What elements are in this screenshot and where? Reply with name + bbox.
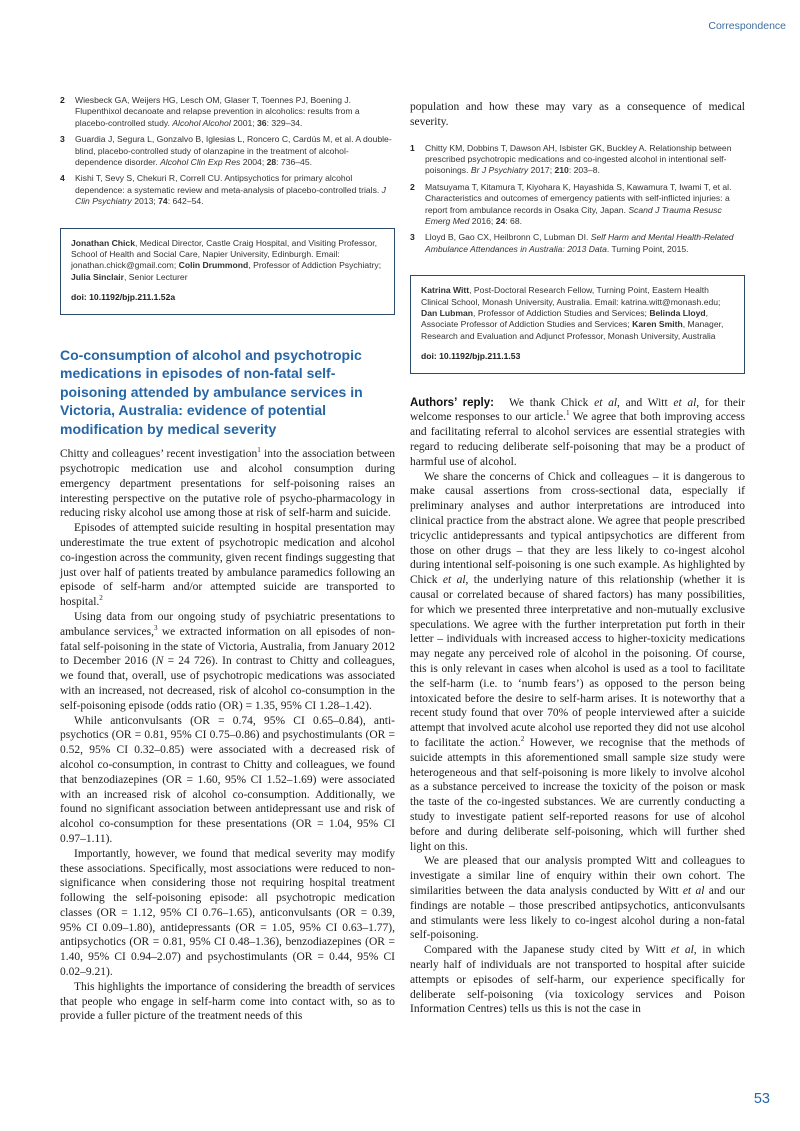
author-credit-box [60,228,395,315]
doi-line: doi: 10.1192/bjp.211.1.52a [71,292,176,303]
body-paragraph: Importantly, however, we found that medical severity may modify these associations. Specifically, most associations were reduced to non-significance when considering those not requiring hospital treatment following the self-poisoning episode: all psychotropic medication classes (OR = 1.12, 95% CI 0.76–1.65), anticonvulsants (OR = 0.39, 95% CI 0.09–1.80), antidepressants (OR = 1.05, 95% CI 0.63–1.77), antipsychotics (OR = 0.81, 95% CI 0.48–1.36), benzodiazepines (OR = 1.40, 95% CI 0.94–2.07) and psychostimulants (OR = 0.44, 95% CI 0.02–9.21). [60,847,395,979]
author-credit-text: Katrina Witt, Post-Doctoral Research Fellow, Turning Point, Eastern Health Clinical School, Monash University, Australia. Email: katrina.witt@monash.edu; Dan Lubman, Professor of Addiction Studies and Services; Belinda Lloyd, Associate Professor of Addiction Studies and Services; Karen Smith, Manager, Research and Evaluation and Adjunct Professor, Monash University, Australia [421,285,724,341]
reference-number: 1 [410,142,415,153]
author-credit-text: Jonathan Chick, Medical Director, Castle Craig Hospital, and Visiting Professor, School of Health and Social Care, Napier University, Edinburgh. Email: jonathan.chick@gmail.com; Colin Drummond, Professor of Addiction Psychiatry; Julia Sinclair, Senior Lecturer [71,237,382,282]
authors-reply-body [410,396,745,1017]
body-paragraph: Chitty and colleagues’ recent investigation$^1$ into the association between psychotropic medication use and alcohol consumption during emergency department presentations for self-poisoning raises an interesting perspective on the putative role of psycho-pharmacology in reducing risky alcohol use among those at risk of self-harm and suicide. [60,446,395,520]
reference-item [410,182,745,228]
author-credit-box [410,275,745,373]
reference-item [60,95,395,129]
body-paragraph: population and how these may vary as a consequence of medical severity. [410,101,745,128]
body-paragraph: Using data from our ongoing study of psychiatric presentations to ambulance services,$^3$ we extracted information on all episodes of non-fatal self-poisoning in the state of Victoria, Australia, from January 2012 to December 2016 (N = 24 726). In contrast to Chitty and colleagues, we found that, overall, use of psychotropic medications was associated with an increased, not decreased, risk of alcohol co-consumption in the self-poisoning episode (odds ratio (OR) = 1.35, 95% CI 1.28–1.42). [60,610,395,712]
reference-text: Matsuyama T, Kitamura T, Kiyohara K, Hayashida S, Kawamura T, Iwami T, et al. Characteristics and outcomes of emergency patients with self-inflicted injuries: a report from ambulance records in Osaka City, Japan. Scand J Trauma Resusc Emerg Med 2016; 24: 68. [425,181,732,227]
two-column-layout [60,95,745,1024]
right-column [410,95,745,1024]
reference-text: Lloyd B, Gao CX, Heilbronn C, Lubman DI. Self Harm and Mental Health-Related Ambulance Attendances in Australia: 2013 Data. Turning Point, 2015. [425,232,734,254]
article-body [60,447,395,1024]
reference-text: Guardia J, Segura L, Gonzalvo B, Iglesias L, Roncero C, Cardús M, et al. A double-blind, placebo-controlled study of olanzapine in the treatment of alcohol-dependence disorder. Alcohol Clin Exp Res 2004; 28: 736–45. [75,134,392,168]
reference-number: 2 [410,181,415,192]
reference-item [410,143,745,177]
reference-number: 4 [60,173,65,184]
doi-line: doi: 10.1192/bjp.211.1.53 [421,351,521,362]
reference-number: 3 [60,134,65,145]
reply-paragraph: We share the concerns of Chick and colleagues – it is dangerous to make causal assertions from cross-sectional data, especially if preliminary analyses and author interpretations are introduced into clinical practice from the abstract alone. We agree that people prescribed tricyclic antidepressants and typical antipsychotics are different from those on other drugs – that they are less likely to co-ingest alcohol during intentional self-poisoning is one such example. As highlighted by Chick et al, the underlying nature of this relationship (whether it is causal or correlated because of shared factors) has many possibilities, for which we presented three interpretative and non-mutually exclusive speculations. We agree with the further interpretation put forth in their letter – individuals with increased access to higher-toxicity medications may negate any perceived role of alcohol in the poisoning. Of course, this is only relevant in cases when alcohol is used as a tool to facilitate the self-harm (i.e. to ‘numb fears’) as opposed to the person being intoxicated before the desire to self-harm arises. It is noteworthy that a recent study found that over 70% of people interviewed after a suicide attempt that involved acute alcohol use reported they did not use alcohol to facilitate the action.$^2$ However, we recognise that the methods of suicide attempts in this aforementioned small sample size study were heterogeneous and that self-poisoning is more likely to involve alcohol as a substance perceived to increase the toxicity of the poison or mask the taste of the co-ingested substances. We are currently conducting a study to investigate patient self-reported reasons for use of alcohol before and during deliberate self-poisoning, which will further shed light on this. [410,470,745,853]
reply-paragraph: We are pleased that our analysis prompted Witt and colleagues to investigate a similar line of enquiry within their own cohort. The similarities between the data analysis conducted by Witt et al and our findings are notable – those prescribed antipsychotics, anticonvulsants and stimulants were less likely to co-ingest alcohol during a non-fatal self-poisoning. [410,855,745,942]
page-number: 53 [753,1091,770,1107]
article-body-continuation [410,100,745,130]
section-label: Correspondence [708,20,786,32]
reference-item [410,232,745,255]
body-paragraph: While anticonvulsants (OR = 0.74, 95% CI 0.65–0.84), anti-psychotics (OR = 0.81, 95% CI 0.75–0.86) and psychostimulants (OR = 0.52, 95% CI 0.32–0.85) were associated with a decreased risk of alcohol co-consumption, in contrast to Chitty and colleagues, we found that benzodiazepines (OR = 1.60, 95% CI 1.52–1.69) were associated with an increased risk of alcohol co-consumption. Additionally, we found no significant association between antidepressant use and risk of alcohol co-consumption for these presentations (OR = 1.04, 95% CI 0.97–1.11). [60,714,395,845]
left-column [60,95,395,1024]
reference-text: Wiesbeck GA, Weijers HG, Lesch OM, Glaser T, Toennes PJ, Boening J. Flupenthixol decanoate and relapse prevention in alcoholics: results from a placebo-controlled study. Alcohol Alcohol 2001; 36: 329–34. [75,95,360,128]
reply-paragraph: Authors’ reply: We thank Chick et al, and Witt et al, for their welcome responses to our article.$^1$ We agree that both improving access and facilitating referral to alcohol services are essential strategies with regard to reducing deliberate self-poisoning that may be a product of harmful use of alcohol. [410,396,746,468]
reference-text: Kishi T, Sevy S, Chekuri R, Correll CU. Antipsychotics for primary alcohol dependence: a systematic review and meta-analysis of placebo-controlled trials. J Clin Psychiatry 2013; 74: 642–54. [75,173,386,207]
article-title: Co-consumption of alcohol and psychotropic medications in episodes of non-fatal self-poisoning attended by ambulance services in Victoria, Australia: evidence of potential modification by medical severity [60,346,363,437]
reference-number: 2 [60,95,65,105]
reference-number: 3 [410,232,415,243]
reply-paragraph: Compared with the Japanese study cited by Witt et al, in which nearly half of individuals are not transported to hospital after suicide attempts or episodes of self-harm, our experience specifically for deliberate self-poisoning (via toxicology services and Poison Information Centres) tells us this is not the case in [410,944,745,1016]
reference-item [60,134,395,168]
body-paragraph: This highlights the importance of considering the breadth of services that people who engage in self-harm come into contact with, so as to provide a fuller picture of the treatment needs of this [60,980,395,1023]
body-paragraph: Episodes of attempted suicide resulting in hospital presentation may underestimate the true extent of psychotropic medication and alcohol co-ingestion across the community, given recent findings suggesting that just over half of patients treated by ambulance paramedics following an episode of self-harm and/or attempted suicide are transported to hospital.$^2$ [60,522,395,609]
reference-text: Chitty KM, Dobbins T, Dawson AH, Isbister GK, Buckley A. Relationship between prescribed psychotropic medications and co-ingested alcohol in intentional self-poisonings. Br J Psychiatry 2017; 210: 203–8. [425,142,732,176]
reference-list-left [60,95,395,208]
reference-list-right [410,143,745,256]
reference-item [60,173,395,207]
